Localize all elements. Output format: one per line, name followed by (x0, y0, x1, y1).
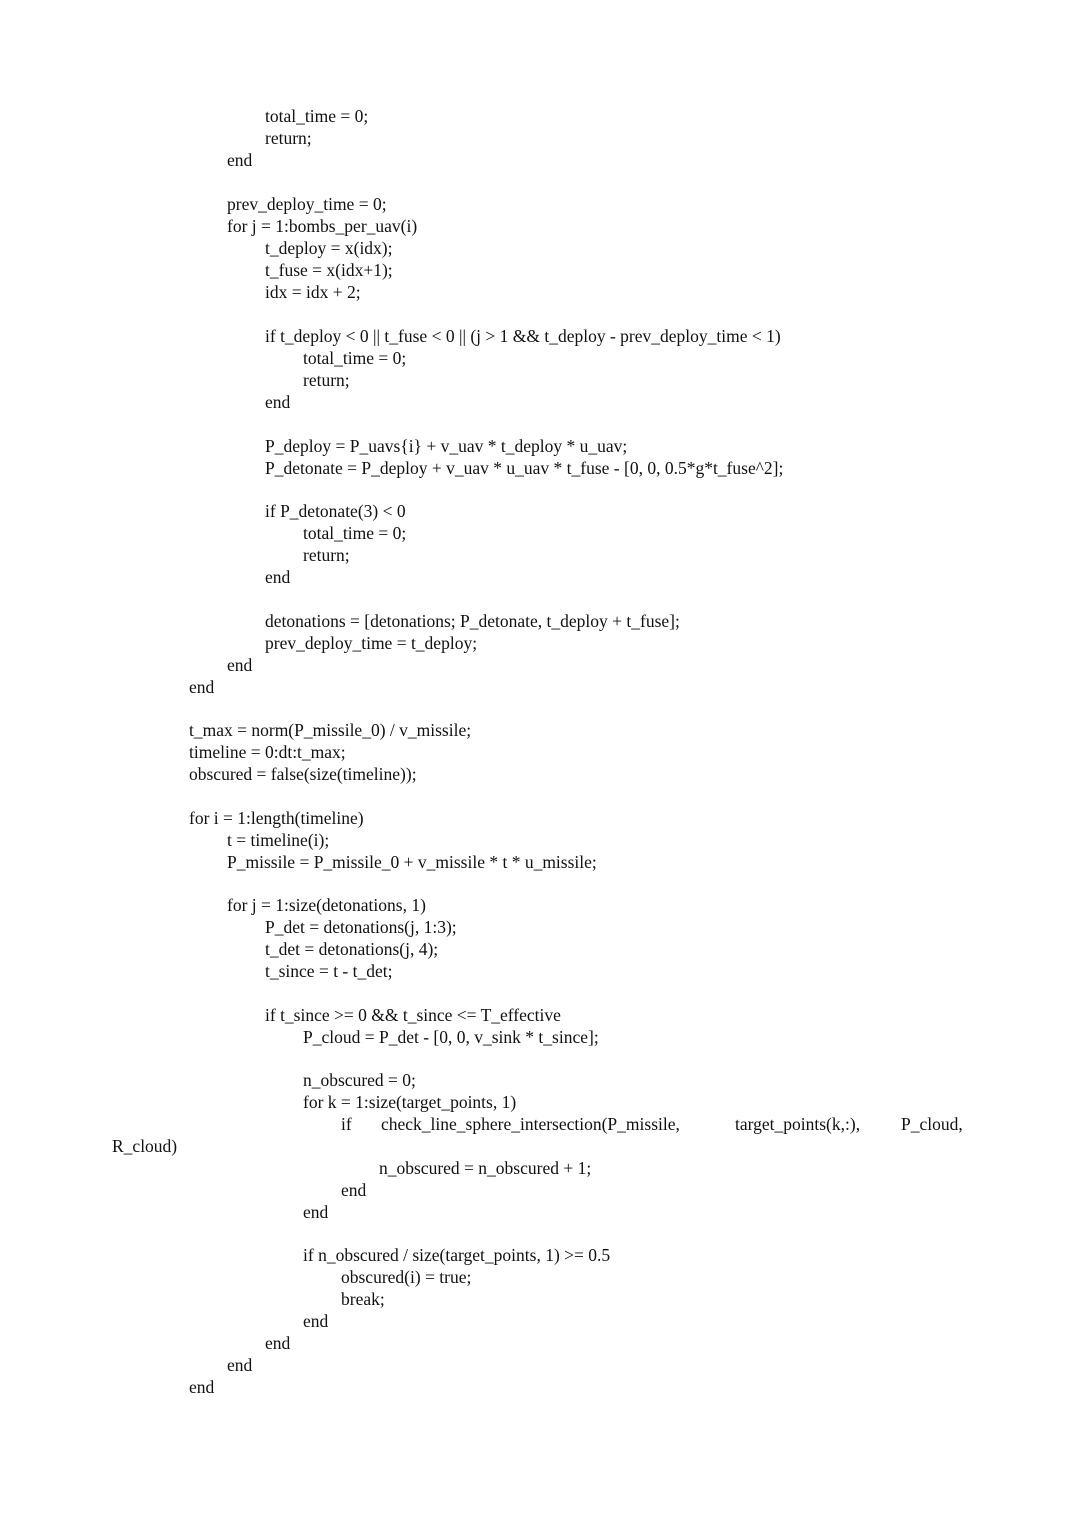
code-line: t_max = norm(P_missile_0) / v_missile; (189, 720, 472, 740)
code-line: end (227, 150, 253, 170)
code-line: end (303, 1202, 329, 1222)
code-line: end (341, 1180, 367, 1200)
code-line: return; (303, 370, 350, 390)
code-line: idx = idx + 2; (265, 282, 361, 302)
code-line: return; (303, 545, 350, 565)
code-line: t_since = t - t_det; (265, 961, 393, 981)
code-line: R_cloud) (112, 1136, 178, 1156)
code-line: end (265, 392, 291, 412)
code-line: break; (341, 1289, 385, 1309)
code-line: P_missile = P_missile_0 + v_missile * t * u_missile; (227, 852, 597, 872)
code-line: end (227, 1355, 253, 1375)
code-line: end (227, 655, 253, 675)
code-line: if (341, 1114, 352, 1134)
code-line: for i = 1:length(timeline) (189, 808, 364, 828)
code-line: return; (265, 128, 312, 148)
code-line: total_time = 0; (303, 348, 407, 368)
code-line: t_det = detonations(j, 4); (265, 939, 439, 959)
code-line: end (265, 1333, 291, 1353)
code-line: n_obscured = n_obscured + 1; (379, 1158, 592, 1178)
code-line: if t_since >= 0 && t_since <= T_effective (265, 1005, 561, 1025)
code-line: end (303, 1311, 329, 1331)
code-line: P_det = detonations(j, 1:3); (265, 917, 457, 937)
code-line: if n_obscured / size(target_points, 1) >= 0.5 (303, 1245, 611, 1265)
code-line: t_fuse = x(idx+1); (265, 260, 393, 280)
code-line: if P_detonate(3) < 0 (265, 501, 406, 521)
code-line: for k = 1:size(target_points, 1) (303, 1092, 517, 1112)
code-line: timeline = 0:dt:t_max; (189, 742, 346, 762)
code-line: for j = 1:bombs_per_uav(i) (227, 216, 418, 236)
code-line: target_points(k,:), (735, 1114, 861, 1134)
code-line: P_cloud, (901, 1114, 963, 1134)
code-line: prev_deploy_time = t_deploy; (265, 633, 478, 653)
code-line: t_deploy = x(idx); (265, 238, 393, 258)
code-line: t = timeline(i); (227, 830, 330, 850)
code-line: check_line_sphere_intersection(P_missile, (381, 1114, 680, 1134)
code-line: total_time = 0; (265, 106, 369, 126)
code-line: end (189, 677, 215, 697)
code-line: detonations = [detonations; P_detonate, t_deploy + t_fuse]; (265, 611, 680, 631)
code-line: end (189, 1377, 215, 1397)
code-line: end (265, 567, 291, 587)
code-line: for j = 1:size(detonations, 1) (227, 895, 426, 915)
code-line: obscured(i) = true; (341, 1267, 472, 1287)
code-line: P_cloud = P_det - [0, 0, v_sink * t_since]; (303, 1027, 599, 1047)
code-line: n_obscured = 0; (303, 1070, 416, 1090)
code-line: if t_deploy < 0 || t_fuse < 0 || (j > 1 && t_deploy - prev_deploy_time < 1) (265, 326, 781, 346)
code-line: P_deploy = P_uavs{i} + v_uav * t_deploy * u_uav; (265, 436, 628, 456)
code-line: prev_deploy_time = 0; (227, 194, 387, 214)
code-line: P_detonate = P_deploy + v_uav * u_uav * t_fuse - [0, 0, 0.5*g*t_fuse^2]; (265, 458, 784, 478)
code-line: total_time = 0; (303, 523, 407, 543)
code-line: obscured = false(size(timeline)); (189, 764, 417, 784)
